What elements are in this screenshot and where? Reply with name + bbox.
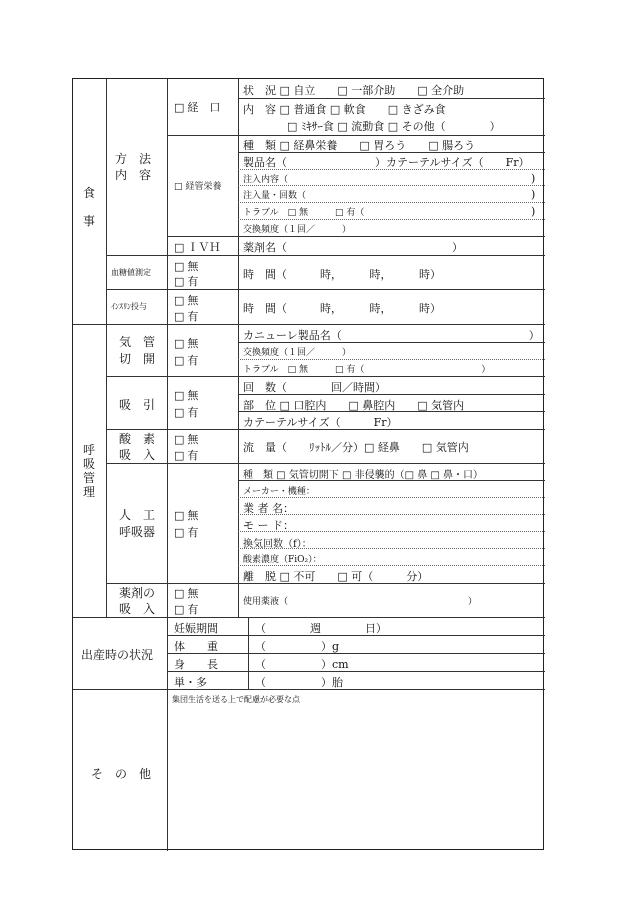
vent-row-4: モ ー ド： <box>243 519 294 532</box>
vent-row-1: 種 類 □ 気管切開下 □ 非侵襲的（□ 鼻 □ 鼻・口） <box>243 470 484 481</box>
glucose-label: 血糖値測定 <box>111 268 151 277</box>
section-resp-label: 呼 吸 管 理 <box>83 443 96 499</box>
tube-close-1: ) <box>531 172 536 185</box>
section-birth-label: 出産時の状況 <box>81 648 154 662</box>
birth-label-0: 妊娠期間 <box>174 622 218 635</box>
oral-row-3: □ ﾐｷｻｰ食 □ 流動食 □ その他（ ） <box>243 120 501 133</box>
tube-close-3: ) <box>531 205 536 218</box>
tracheo-row-2: 交換頻度（１回／ ） <box>243 348 352 358</box>
birth-label-3: 単・多 <box>174 676 207 689</box>
suction-row-3: カテーテルサイズ（ Fr） <box>243 416 398 429</box>
tube-row-4: 注入量・回数（ <box>243 191 307 201</box>
insulin-no[interactable]: □ 無 <box>174 292 198 308</box>
suction-label: 吸 引 <box>119 398 156 412</box>
drug-label: 薬剤の 吸 入 <box>119 586 156 616</box>
tube-row-2: 製品名（ ）カテーテルサイズ（ Fr） <box>243 156 530 169</box>
tracheo-yes[interactable]: □ 有 <box>174 352 198 368</box>
vent-no[interactable]: □ 無 <box>174 507 198 523</box>
oxygen-row: 流 量（ ﾘｯﾄﾙ／分）□ 経鼻 □ 気管内 <box>243 441 469 454</box>
suction-row-2: 部 位 □ 口腔内 □ 鼻腔内 □ 気管内 <box>243 399 465 412</box>
drug-no[interactable]: □ 無 <box>174 585 198 601</box>
vent-label: 人 工 呼吸器 <box>119 508 156 539</box>
drug-yes[interactable]: □ 有 <box>174 601 198 617</box>
tracheo-label: 気 管 切 開 <box>119 335 156 366</box>
vent-row-7: 離 脱 □ 不可 □ 可（ 分） <box>243 570 429 583</box>
oxygen-yes[interactable]: □ 有 <box>174 447 198 463</box>
ivh-checkbox[interactable]: □ ＩＶＨ <box>174 239 220 255</box>
vent-yes[interactable]: □ 有 <box>174 524 198 540</box>
other-note: 集団生活を送る上で配慮が必要な点 <box>172 695 300 704</box>
drug-row: 使用薬液（ ） <box>243 597 478 607</box>
birth-label-1: 体 重 <box>174 640 218 653</box>
care-form <box>72 78 544 850</box>
tube-row-3: 注入内容（ <box>243 175 289 185</box>
tracheo-no[interactable]: □ 無 <box>174 335 198 351</box>
tracheo-row-3: トラブル □ 無 □ 有（ ） <box>243 365 491 375</box>
section-other-label: そ の 他 <box>91 767 152 781</box>
insulin-label: ｲﾝｽﾘﾝ投与 <box>111 302 147 311</box>
oral-row-1: 状 況 □ 自立 □ 一部介助 □ 全介助 <box>243 84 465 97</box>
birth-value-1: （ ）g <box>255 640 340 653</box>
tube-row-6: 交換頻度（１回／ ） <box>243 225 352 235</box>
tube-row-5: トラブル □ 無 □ 有（ <box>243 208 365 218</box>
oxygen-label: 酸 素 吸 入 <box>119 432 156 462</box>
suction-no[interactable]: □ 無 <box>174 387 198 403</box>
section-meal-label: 食 事 <box>83 186 96 228</box>
tube-close-2: ) <box>531 188 536 201</box>
insulin-yes[interactable]: □ 有 <box>174 308 198 324</box>
vent-row-2: メーカー・機種： <box>243 487 315 497</box>
suction-row-1: 回 数（ 回／時間） <box>243 381 386 394</box>
tracheo-row-1: カニューレ製品名（ ） <box>243 329 540 342</box>
oral-checkbox[interactable]: □ 経 口 <box>174 99 220 115</box>
tube-row-1: 種 類 □ 経鼻栄養 □ 胃ろう □ 腸ろう <box>243 139 476 152</box>
oxygen-no[interactable]: □ 無 <box>174 431 198 447</box>
suction-yes[interactable]: □ 有 <box>174 404 198 420</box>
birth-value-2: （ ）cm <box>255 658 349 671</box>
insulin-time-row: 時 間（ 時， 時， 時） <box>243 302 441 315</box>
birth-value-0: （ 週 日） <box>255 622 387 635</box>
oral-row-2: 内 容 □ 普通食 □ 軟食 □ きざみ食 <box>243 103 446 116</box>
vent-row-3: 業 者 名： <box>243 502 294 515</box>
vent-row-6: 酸素濃度（FiO₂）： <box>243 555 322 565</box>
birth-label-2: 身 長 <box>174 658 218 671</box>
tube-checkbox[interactable]: □ 経管栄養 <box>174 179 222 192</box>
glucose-yes[interactable]: □ 有 <box>174 273 198 289</box>
ivh-row: 薬剤名（ ） <box>243 241 463 254</box>
birth-value-3: （ ）胎 <box>255 676 343 689</box>
meal-method-label: 方 法 内 容 <box>115 152 152 182</box>
glucose-no[interactable]: □ 無 <box>174 258 198 274</box>
vent-row-5: 換気回数（f）： <box>243 539 312 550</box>
glucose-time-row: 時 間（ 時， 時， 時） <box>243 268 441 281</box>
